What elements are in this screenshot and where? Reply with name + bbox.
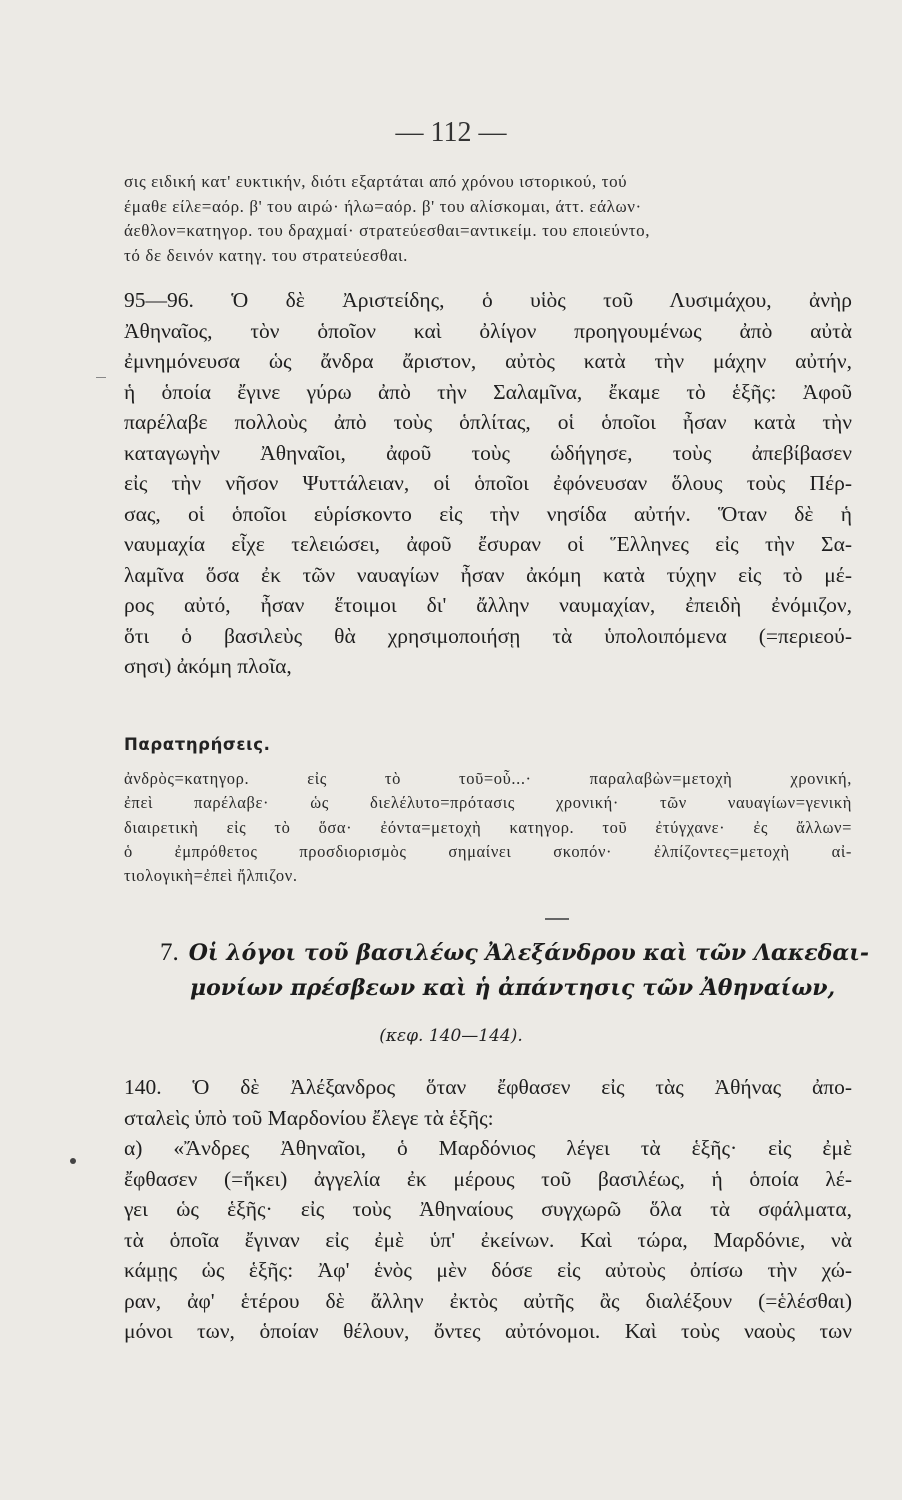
- remarks-heading: Παρατηρήσεις.: [124, 735, 271, 754]
- text-line: παρέλαβε πολλοὺς ἀπὸ τοὺς ὁπλίτας, οἱ ὁποῖοι ἦσαν κατὰ τὴν: [124, 410, 852, 434]
- text-line: ἐμνημόνευσα ὡς ἄνδρα ἄριστον, αὐτὸς κατὰ τὴν μάχην αὐτήν,: [124, 349, 852, 373]
- footnotes-top: [124, 170, 854, 268]
- second-paragraph: [124, 1072, 852, 1347]
- text-line: καταγωγὴν Ἀθηναῖοι, ἀφοῦ τοὺς ὡδήγησε, τοὺς ἀπεβίβασεν: [124, 440, 852, 465]
- text-line: τὰ ὁποῖα ἔγιναν εἰς ἐμὲ ὑπ' ἐκείνων. Καὶ τώρα, Μαρδόνιε, νὰ: [124, 1227, 852, 1252]
- text-line: γει ὡς ἑξῆς· εἰς τοὺς Ἀθηναίους συγχωρῶ ὅλα τὰ σφάλματα,: [124, 1197, 852, 1221]
- text-line: εἰς τὴν νῆσον Ψυττάλειαν, οἱ ὁποῖοι ἐφόνευσαν ὅλους τοὺς Πέρ-: [124, 471, 852, 495]
- note-line: ὁ ἐμπρόθετος προσδιορισμὸς σημαίνει σκοπόν· ἐλπίζοντες=μετοχὴ αἰ-: [124, 841, 852, 861]
- text-line: 140. Ὁ δὲ Ἀλέξανδρος ὅταν ἔφθασεν εἰς τὰς Ἀθήνας ἀπο-: [124, 1075, 852, 1099]
- section-heading: [160, 935, 870, 1006]
- note-line: τό δε δεινόν κατηγ. του στρατεύεσθαι.: [124, 245, 409, 265]
- chapter-reference: (κεφ. 140—144).: [379, 1026, 523, 1046]
- note-line: τιολογικὴ=ἐπεὶ ἤλπιζον.: [124, 866, 298, 886]
- text-line: μόνοι των, ὁποίαν θέλουν, ὄντες αὐτόνομοι. Καὶ τοὺς ναοὺς των: [124, 1319, 852, 1343]
- text-line: ρος αὐτό, ἦσαν ἕτοιμοι δι' ἄλλην ναυμαχίαν, ἐπειδὴ ἐνόμιζον,: [124, 593, 852, 617]
- heading-text: Οἱ λόγοι τοῦ βασιλέως Ἀλεξάνδρου καὶ τῶν Λακεδαι-: [188, 940, 870, 966]
- main-paragraph: [124, 285, 852, 682]
- text-line: α) «Ἄνδρες Ἀθηναῖοι, ὁ Μαρδόνιος λέγει τὰ ἑξῆς· εἰς ἐμὲ: [124, 1136, 852, 1160]
- note-line: άεθλον=κατηγορ. του δραχμαί· στρατεύεσθαι=αντικείμ. του εποιεύντο,: [124, 221, 651, 240]
- page-number: — 112 —: [395, 117, 507, 148]
- text-line: ὅτι ὁ βασιλεὺς θὰ χρησιμοποιήσῃ τὰ ὑπολοιπόμενα (=περιεού-: [124, 623, 852, 648]
- text-line: σησι) ἀκόμη πλοῖα,: [124, 654, 292, 678]
- text-line: ραν, ἀφ' ἑτέρου δὲ ἄλλην ἐκτὸς αὐτῆς ἂς διαλέξουν (=ἑλέσθαι): [124, 1288, 852, 1313]
- text-line: λαμῖνα ὅσα ἐκ τῶν ναυαγίων ἦσαν ἀκόμη κατὰ τύχην εἰς τὸ μέ-: [124, 562, 852, 587]
- note-line: σις ειδική κατ' ευκτικήν, διότι εξαρτάται από χρόνου ιστορικού, τού: [124, 172, 628, 191]
- text-line: κάμῃς ὡς ἑξῆς: Ἀφ' ἑνὸς μὲν δόσε εἰς αὐτοὺς ὀπίσω τὴν χώ-: [124, 1258, 852, 1282]
- note-line: ἀνδρὸς=κατηγορ. εἰς τὸ τοῦ=οὗ...· παραλαβὼν=μετοχὴ χρονική,: [124, 769, 852, 788]
- separator-dash: [545, 918, 569, 920]
- text-line: ναυμαχία εἶχε τελειώσει, ἀφοῦ ἔσυραν οἱ Ἕλληνες εἰς τὴν Σα-: [124, 532, 852, 556]
- text-line: σας, οἱ ὁποῖοι εὑρίσκοντο εἰς τὴν νησίδα αὐτήν. Ὅταν δὲ ἡ: [124, 501, 852, 526]
- text-line: ἡ ὁποία ἔγινε γύρω ἀπὸ τὴν Σαλαμῖνα, ἔκαμε τὸ ἑξῆς: Ἀφοῦ: [124, 379, 852, 404]
- section-number: 7.: [160, 939, 179, 966]
- heading-line-1: [160, 935, 870, 971]
- note-line: έμαθε είλε=αόρ. β' του αιρώ· ήλω=αόρ. β' του αλίσκομαι, άττ. εάλων·: [124, 196, 642, 216]
- note-line: ἐπεὶ παρέλαβε· ὡς διελέλυτο=πρότασις χρονική· τῶν ναυαγίων=γενικὴ: [124, 793, 852, 813]
- text-line: ἔφθασεν (=ἥκει) ἀγγελία ἐκ μέρους τοῦ βασιλέως, ἡ ὁποία λέ-: [124, 1166, 852, 1191]
- heading-line-2: μονίων πρέσβεων καὶ ἡ ἀπάντησις τῶν Ἀθηναίων,: [190, 975, 836, 1001]
- margin-dot: [70, 1158, 76, 1164]
- footnotes-bottom: [124, 767, 852, 888]
- margin-mark: [96, 377, 106, 378]
- text-line: σταλεὶς ὑπὸ τοῦ Μαρδονίου ἔλεγε τὰ ἑξῆς:: [124, 1105, 494, 1130]
- text-line: Ἀθηναῖος, τὸν ὁποῖον καὶ ὀλίγον προηγουμένως ἀπὸ αὐτὰ: [124, 318, 852, 343]
- note-line: διαιρετικὴ εἰς τὸ ὅσα· ἐόντα=μετοχὴ κατηγορ. τοῦ ἐτύγχανε· ἐς ἄλλων=: [124, 817, 852, 837]
- text-line: 95—96. Ὁ δὲ Ἀριστείδης, ὁ υἱὸς τοῦ Λυσιμάχου, ἀνὴρ: [124, 288, 852, 312]
